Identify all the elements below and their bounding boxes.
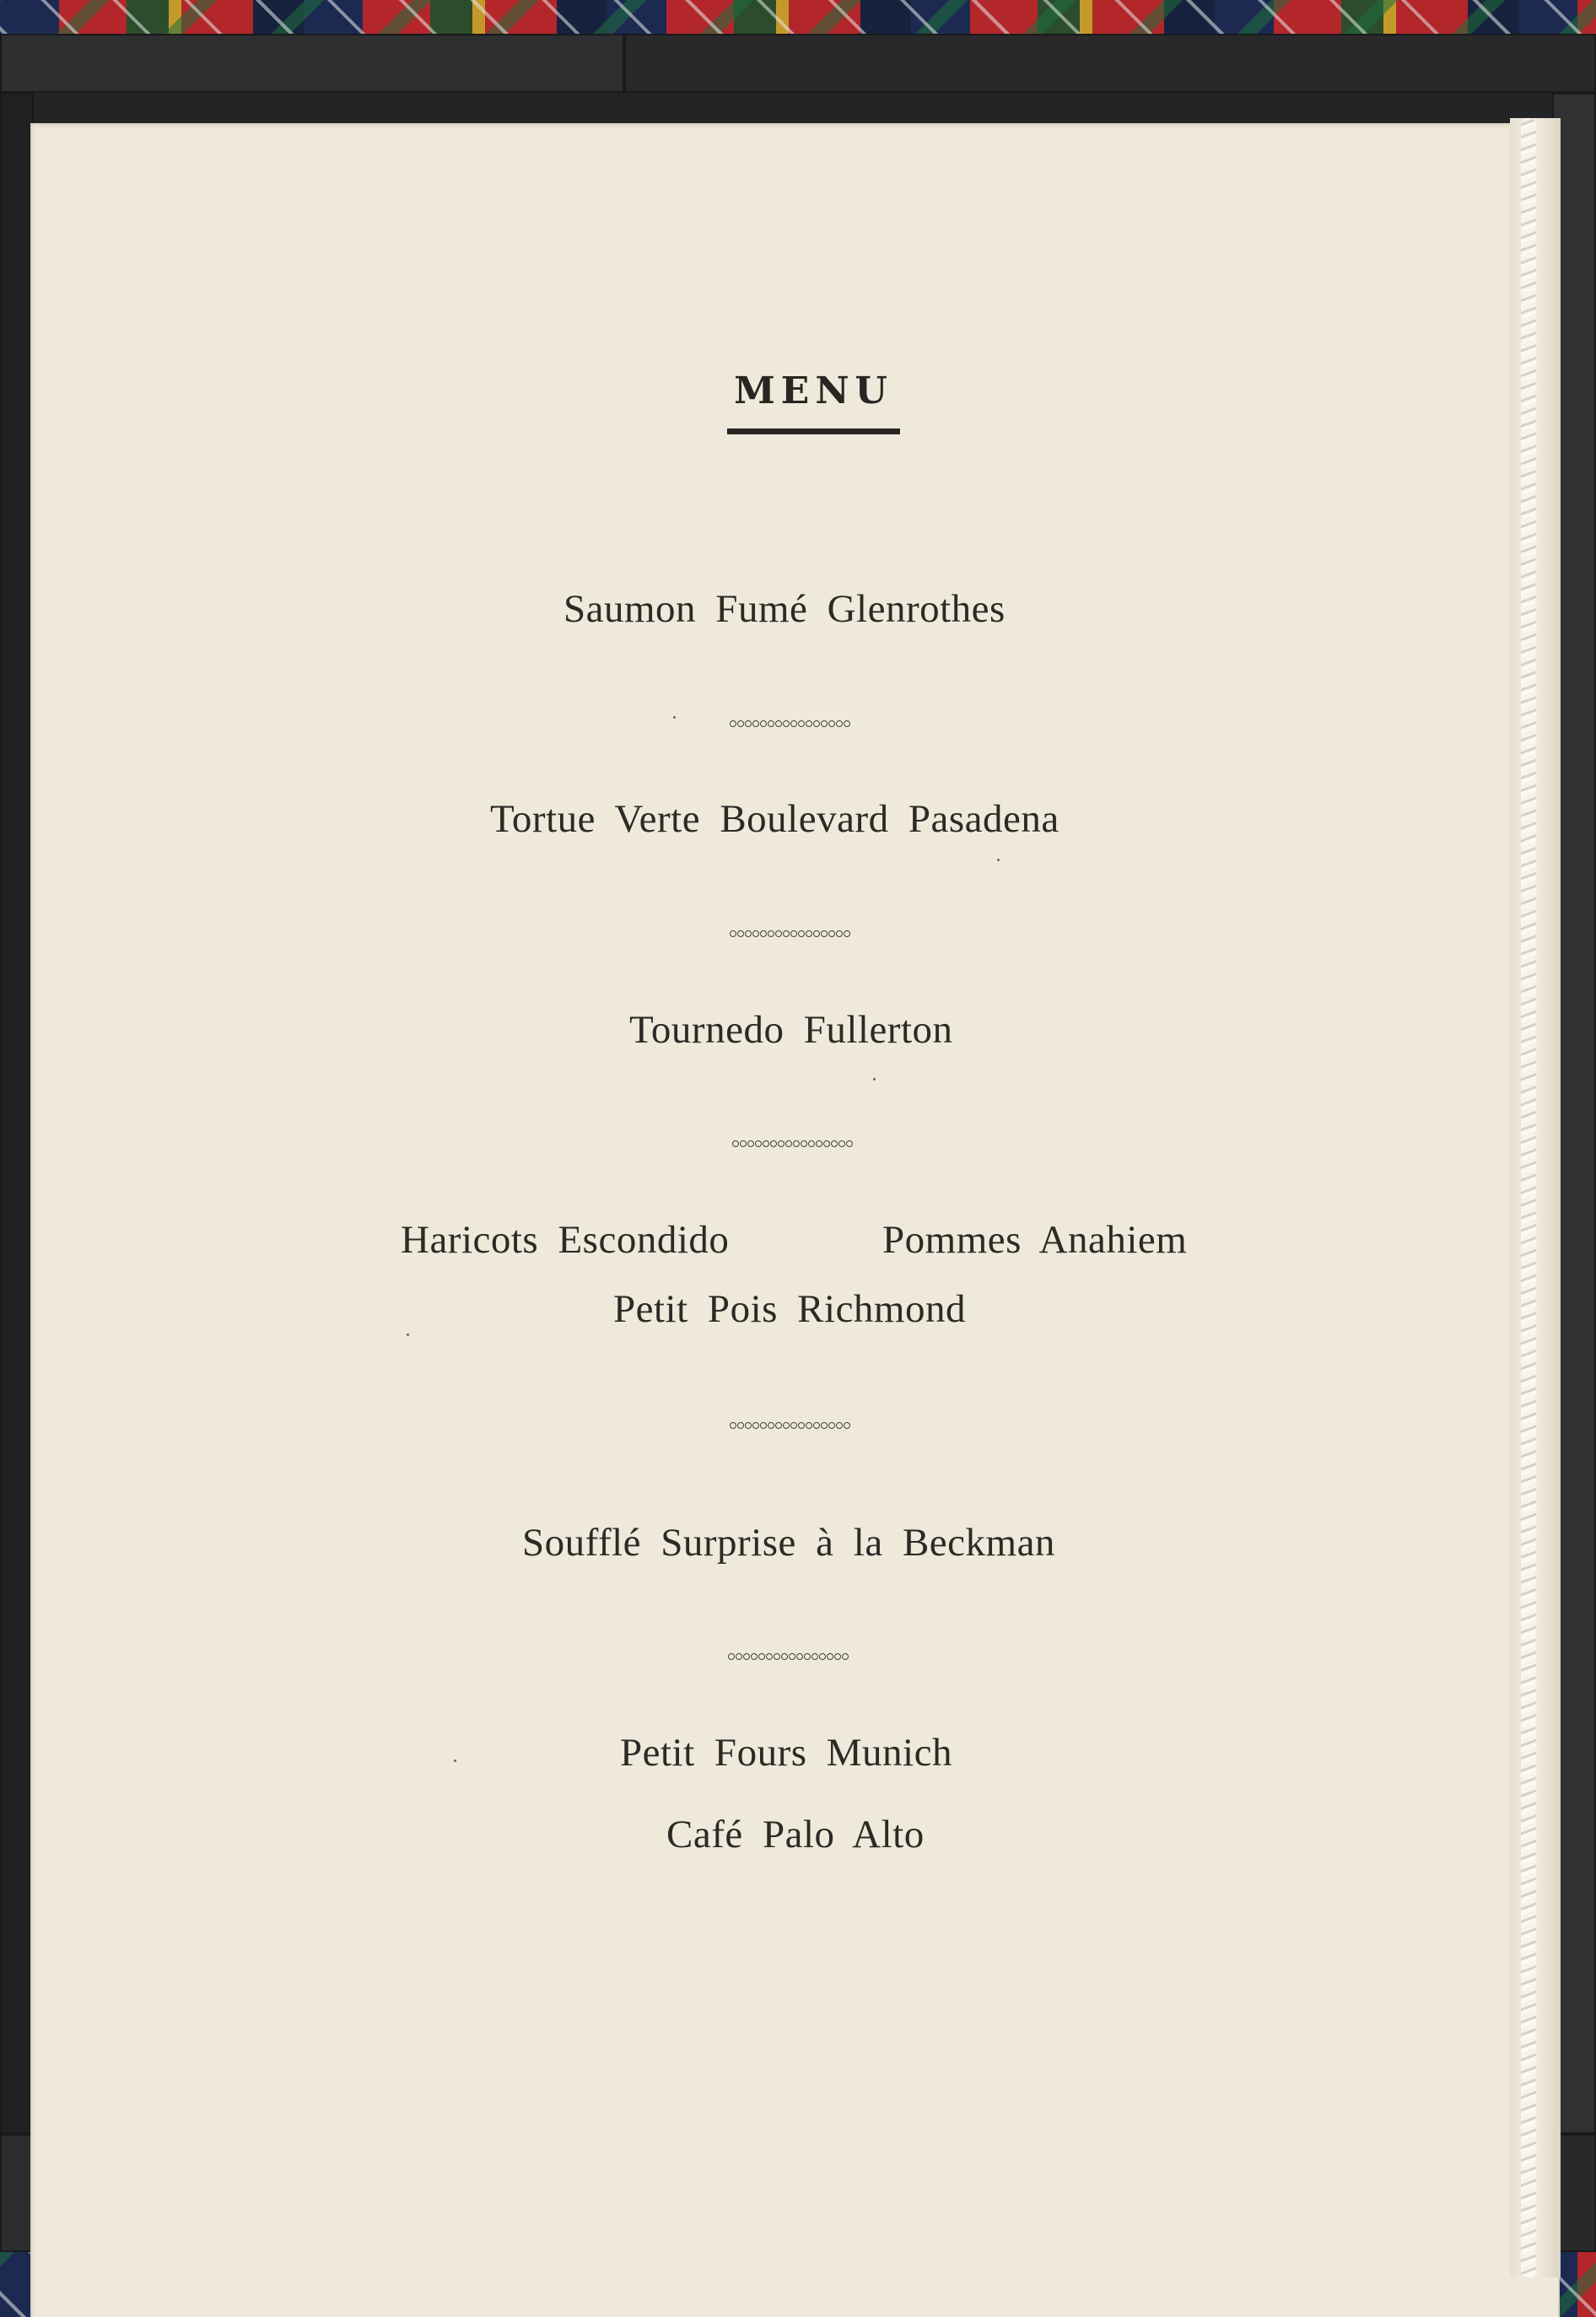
divider-ring <box>844 930 850 937</box>
divider-ring <box>745 720 752 727</box>
divider-ring <box>760 930 767 937</box>
divider-ring <box>838 1140 845 1147</box>
paper-speck <box>673 716 676 719</box>
divider-ring <box>737 930 744 937</box>
divider-ring <box>758 1653 765 1660</box>
divider-ring <box>793 1140 800 1147</box>
folder-edge-left <box>0 93 34 2134</box>
divider-ring <box>747 1140 754 1147</box>
divider-ring <box>813 1422 820 1429</box>
divider-ring <box>730 1422 736 1429</box>
title-underline <box>727 428 900 434</box>
divider-ring <box>728 1653 735 1660</box>
divider-ring <box>768 930 774 937</box>
divider-ring <box>783 720 790 727</box>
divider-ring <box>834 1653 841 1660</box>
paper-speck <box>407 1334 409 1336</box>
divider-1 <box>730 718 851 730</box>
divider-ring <box>813 720 820 727</box>
folder-flap-top-right <box>624 34 1596 93</box>
divider-ring <box>790 1422 797 1429</box>
paper-speck <box>997 859 1000 861</box>
divider-ring <box>836 720 843 727</box>
divider-ring <box>808 1140 815 1147</box>
paper-speck <box>873 1078 876 1080</box>
divider-ring <box>790 720 797 727</box>
divider-ring <box>736 1653 742 1660</box>
divider-ring <box>823 1140 830 1147</box>
divider-ring <box>844 720 850 727</box>
divider-ring <box>789 1653 795 1660</box>
divider-ring <box>732 1140 739 1147</box>
divider-ring <box>760 720 767 727</box>
divider-ring <box>790 930 797 937</box>
divider-ring <box>836 1422 843 1429</box>
divider-ring <box>755 1140 762 1147</box>
divider-ring <box>763 1140 769 1147</box>
divider-ring <box>827 1653 833 1660</box>
divider-4 <box>730 1420 851 1431</box>
paper-speck <box>454 1759 456 1762</box>
divider-ring <box>774 1653 780 1660</box>
side-left: Haricots Escondido <box>401 1218 730 1262</box>
finale-1: Petit Fours Munich <box>620 1731 952 1775</box>
divider-ring <box>828 1422 835 1429</box>
divider-ring <box>846 1140 853 1147</box>
divider-ring <box>760 1422 767 1429</box>
menu-card <box>32 125 1558 2317</box>
divider-ring <box>785 1140 792 1147</box>
divider-ring <box>775 720 782 727</box>
divider-ring <box>798 930 805 937</box>
divider-ring <box>730 930 736 937</box>
course-1: Saumon Fumé Glenrothes <box>563 587 1006 631</box>
folder-flap-top-left <box>0 34 624 93</box>
divider-ring <box>745 1422 752 1429</box>
divider-ring <box>842 1653 849 1660</box>
divider-ring <box>770 1140 777 1147</box>
divider-ring <box>821 930 828 937</box>
divider-ring <box>752 720 759 727</box>
divider-ring <box>775 1422 782 1429</box>
divider-ring <box>801 1140 807 1147</box>
divider-ring <box>740 1140 747 1147</box>
divider-ring <box>778 1140 785 1147</box>
side-right: Pommes Anahiem <box>882 1218 1188 1262</box>
divider-ring <box>821 1422 828 1429</box>
divider-ring <box>737 720 744 727</box>
course-2: Tortue Verte Boulevard Pasadena <box>490 797 1060 841</box>
divider-ring <box>836 930 843 937</box>
divider-ring <box>796 1653 803 1660</box>
divider-ring <box>745 930 752 937</box>
divider-ring <box>752 1422 759 1429</box>
divider-ring <box>806 720 812 727</box>
divider-ring <box>768 1422 774 1429</box>
finale-2: Café Palo Alto <box>666 1813 925 1856</box>
divider-ring <box>768 720 774 727</box>
divider-ring <box>743 1653 750 1660</box>
divider-ring <box>781 1653 788 1660</box>
divider-ring <box>816 1140 822 1147</box>
divider-ring <box>775 930 782 937</box>
menu-title: MENU <box>734 369 893 412</box>
divider-ring <box>811 1653 818 1660</box>
divider-5 <box>728 1651 849 1662</box>
divider-ring <box>752 930 759 937</box>
divider-ring <box>766 1653 773 1660</box>
divider-ring <box>751 1653 758 1660</box>
divider-ring <box>730 720 736 727</box>
divider-ring <box>819 1653 826 1660</box>
divider-ring <box>844 1422 850 1429</box>
side-center: Petit Pois Richmond <box>613 1287 966 1331</box>
divider-ring <box>821 720 828 727</box>
divider-ring <box>813 930 820 937</box>
divider-ring <box>828 720 835 727</box>
divider-ring <box>804 1653 811 1660</box>
divider-ring <box>737 1422 744 1429</box>
divider-2 <box>730 928 851 940</box>
divider-ring <box>828 930 835 937</box>
divider-ring <box>831 1140 838 1147</box>
dessert: Soufflé Surprise à la Beckman <box>522 1521 1055 1565</box>
divider-3 <box>732 1138 854 1150</box>
divider-ring <box>806 930 812 937</box>
divider-ring <box>806 1422 812 1429</box>
divider-ring <box>798 720 805 727</box>
course-3: Tournedo Fullerton <box>629 1008 953 1052</box>
binding-cord <box>1521 118 1536 2277</box>
divider-ring <box>783 930 790 937</box>
divider-ring <box>783 1422 790 1429</box>
divider-ring <box>798 1422 805 1429</box>
